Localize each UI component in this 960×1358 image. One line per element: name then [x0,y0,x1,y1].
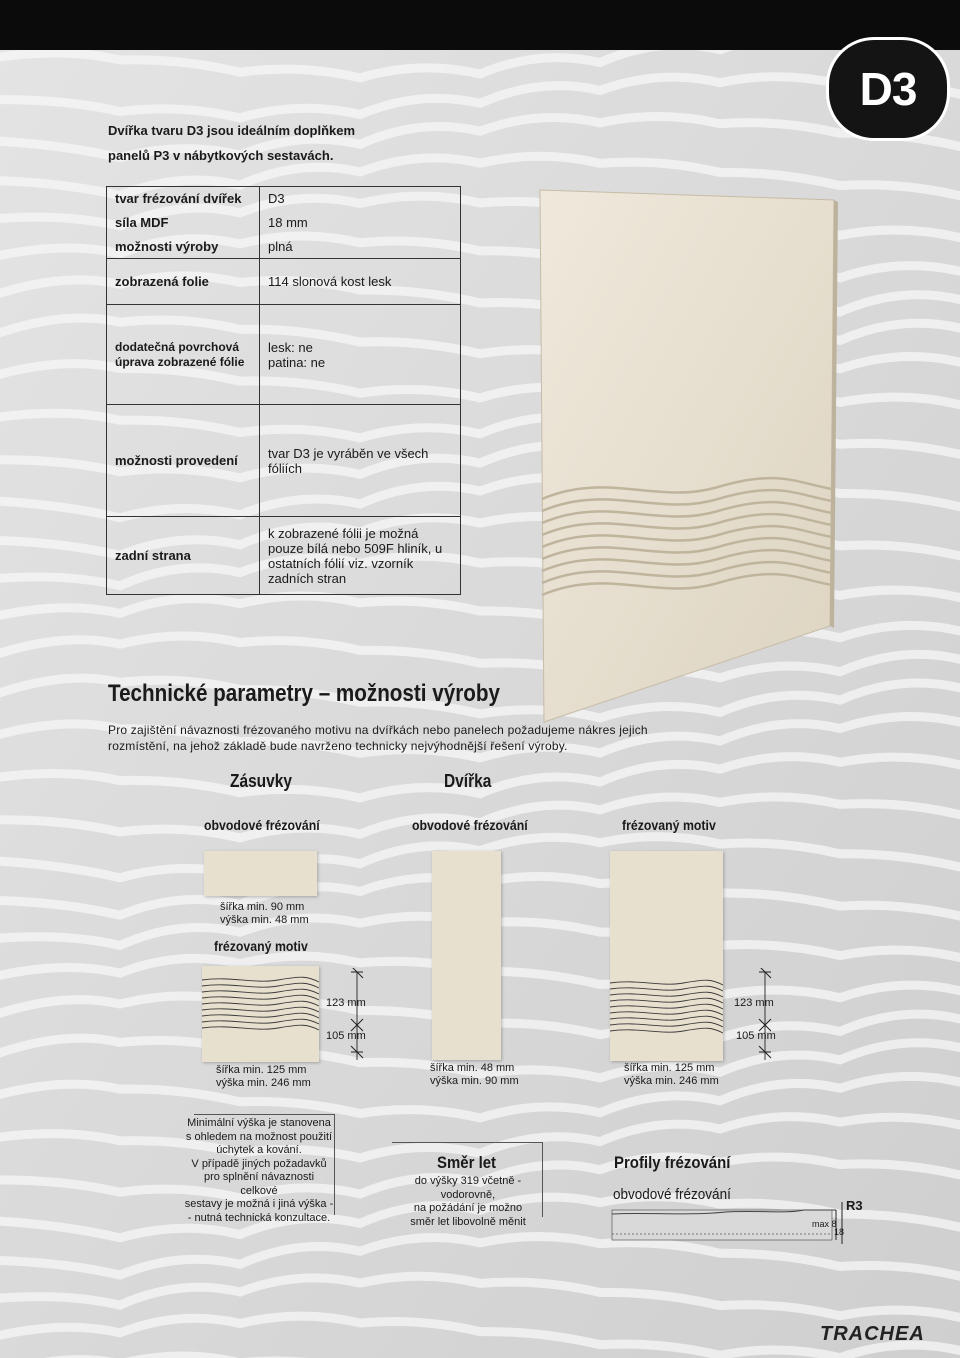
drawer-wave-width: šířka min. 125 mm [216,1064,307,1076]
profile-18: 18 [834,1227,845,1237]
dvirka-heading: Dvířka [444,771,492,791]
smer-text [388,1175,548,1229]
spec-value: tvar D3 je vyráběn ve všech fóliích [260,405,461,517]
drawer-wave-lines [202,966,319,1062]
spec-value [260,305,461,405]
zasuvky-heading: Zásuvky [230,771,292,791]
door-wave-panel [610,851,723,1061]
model-badge: D3 [826,37,950,141]
top-bar [0,0,960,50]
note-line: sestavy je možná i jiná výška - [184,1198,334,1210]
intro-line-1: Dvířka tvaru D3 jsou ideálním doplňkem [108,123,356,138]
note-line: úchytek a kování. [216,1144,302,1156]
door-dimension-marks [750,968,780,1068]
profile-max: max 8 [812,1219,837,1229]
profily-title: Profily frézování [614,1153,731,1172]
smer-line: do výšky 319 včetně - vodorovně, [414,1175,522,1201]
min-height-note [184,1117,334,1225]
drawer-dim-105: 105 mm [326,1030,366,1042]
drawer-wave-height: výška min. 246 mm [216,1077,311,1089]
note-line: - nutná technická konzultace. [187,1211,331,1224]
brand-logo: TRACHEA [820,1323,925,1345]
profily-subtitle: obvodové frézování [613,1186,731,1203]
spec-key: možnosti provedení [107,405,260,517]
smer-title: Směr let [437,1153,497,1172]
intro-line-2: panelů P3 v nábytkových sestavách. [108,148,334,163]
spec-value-line: lesk: ne [268,339,313,355]
drawer-dim-123: 123 mm [326,997,366,1009]
note-line: Minimální výška je stanovena [187,1117,331,1129]
note-line: V případě jiných požadavků [191,1157,327,1170]
spec-key: tvar frézování dvířek [107,187,260,211]
dvirka-motiv-label: frézovaný motiv [622,817,716,833]
smer-line: na požádání je možno [413,1202,523,1214]
door-wave-height: výška min. 246 mm [624,1075,719,1087]
door-plain-panel [432,851,501,1060]
drawer-plain-panel [204,851,317,896]
spec-value: k zobrazené fólii je možná pouze bílá nebo 509F hliník, u ostatních fólií viz. vzorník zadních stran [260,517,461,595]
door-wave-lines [610,851,723,1061]
door-dim-105: 105 mm [736,1030,776,1042]
spec-value-line: patina: ne [268,354,326,370]
note-line: s ohledem na možnost použití [185,1130,333,1143]
zasuvky-motiv-label: frézovaný motiv [214,938,308,954]
spec-value: D3 [260,187,461,211]
spec-key: možnosti výroby [107,235,260,259]
door-photo [528,186,838,726]
door-dim-123: 123 mm [734,997,774,1009]
spec-key: zadní strana [107,517,260,595]
smer-line: směr let libovolně měnit [410,1215,526,1228]
spec-key: dodatečná povrchová úprava zobrazené fólie [107,305,260,405]
spec-value: plná [260,235,461,259]
note-line: pro splnění návaznosti celkové [203,1171,315,1197]
spec-key: síla MDF [107,211,260,235]
door-plain-width: šířka min. 48 mm [430,1062,515,1074]
spec-table [106,186,461,595]
drawer-plain-width: šířka min. 90 mm [220,901,305,913]
door-wave-width: šířka min. 125 mm [624,1062,715,1074]
drawer-dimension-marks [342,968,372,1068]
drawer-plain-height: výška min. 48 mm [220,914,309,926]
profile-code: R3 [846,1198,863,1213]
intro-text [108,118,355,168]
dvirka-obvod-label: obvodové frézování [412,817,528,833]
technical-paragraph: Pro zajištění návaznosti frézovaného motivu na dvířkách nebo panelech požadujeme nákres jejich rozmístění, na jehož základě bude navrženo technicky nejvýhodnější řešení výroby. [108,723,648,753]
spec-value: 18 mm [260,211,461,235]
door-plain-height: výška min. 90 mm [430,1075,519,1087]
drawer-wave-panel [202,966,319,1062]
technical-title: Technické parametry – možnosti výroby [108,680,500,707]
spec-key: zobrazená folie [107,259,260,305]
spec-value: 114 slonová kost lesk [260,259,461,305]
zasuvky-obvod-label: obvodové frézování [204,817,320,833]
